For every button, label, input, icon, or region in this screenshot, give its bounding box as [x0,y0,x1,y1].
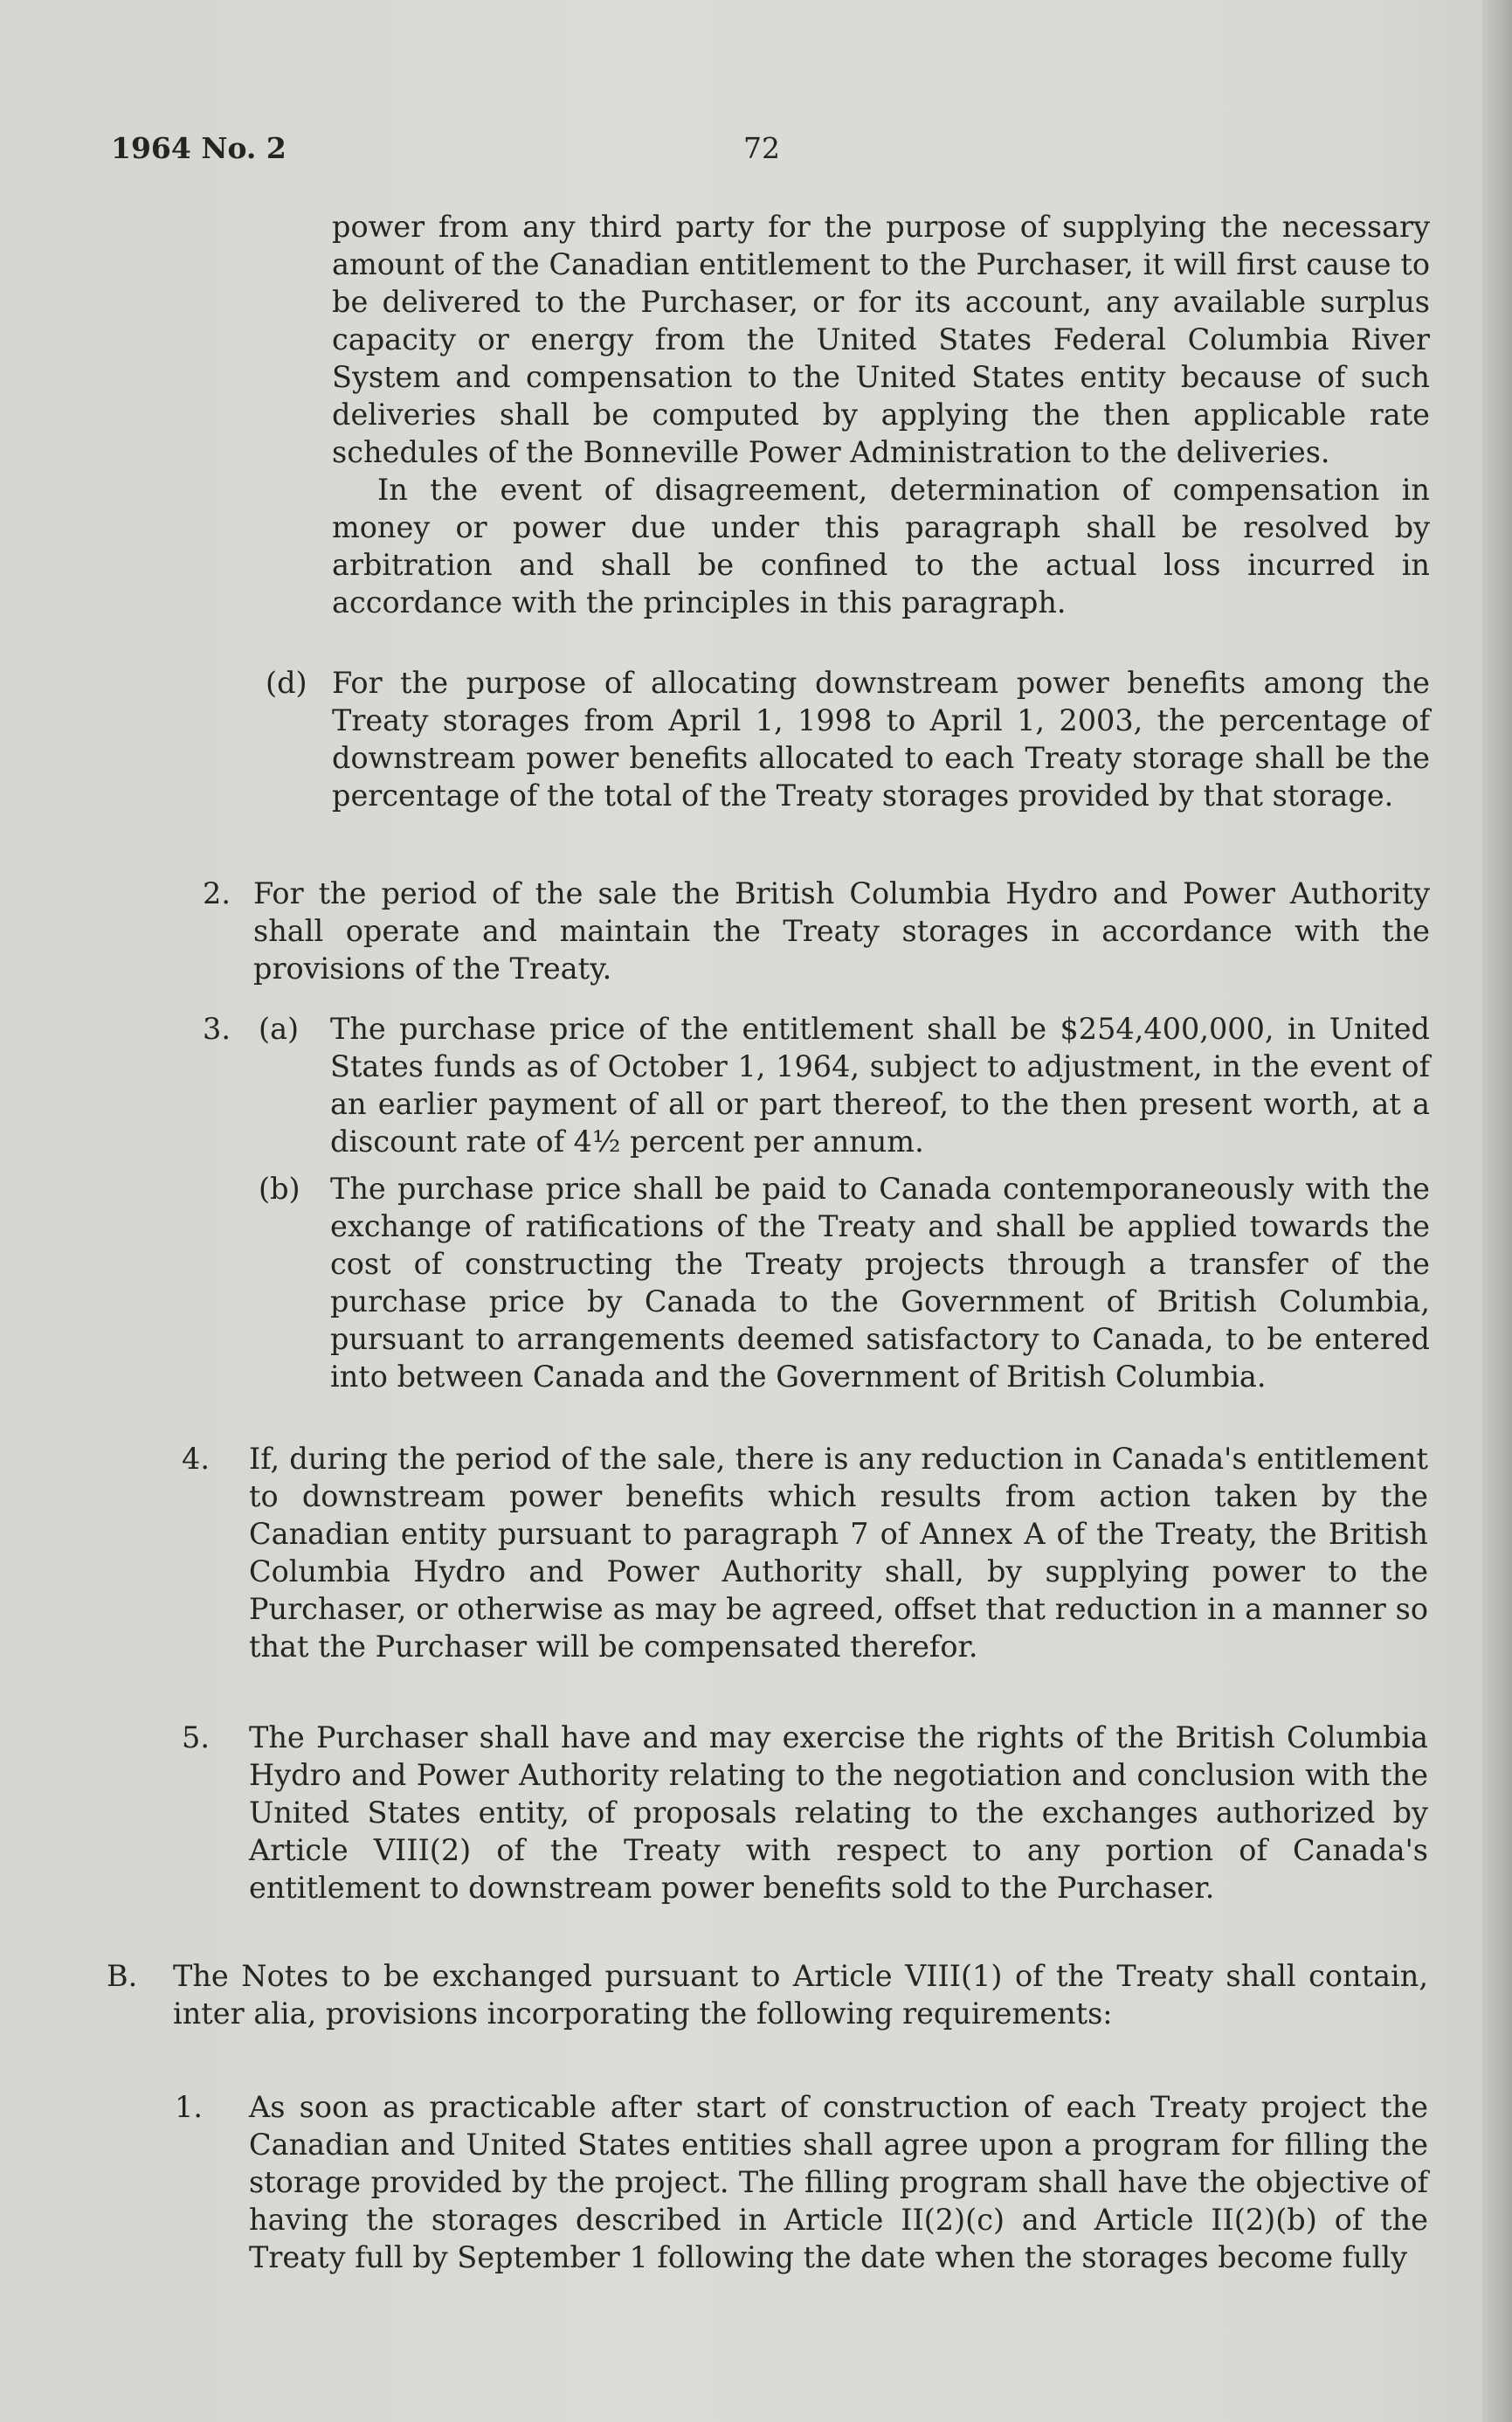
document-reference: 1964 No. 2 [111,131,287,165]
subparagraph-3a-label: (a) [259,1012,300,1046]
paragraph-5-label: 5. [182,1720,210,1754]
section-B [173,1957,1428,2032]
paragraph-5 [249,1719,1428,1906]
subparagraph-3b-text: The purchase price shall be paid to Canada contemporaneously with the exchange of ratifications of the Treaty and shall be applied towards the cost of constructing the Treaty projects through a transfer of the purchase price by Canada to the Government of British Columbia, pursuant to arrangements deemed satisfactory to Canada, to be entered into between Canada and the Government of British Columbia. [330,1172,1430,1394]
subparagraph-3a-text: The purchase price of the entitlement shall be $254,400,000, in United States funds as of October 1, 1964, subject to adjustment, in the event of an earlier payment of all or part thereof, to the then present worth, at a discount rate of 4½ percent per annum. [330,1012,1430,1159]
subparagraph-3a [330,1010,1430,1160]
paragraph-4 [249,1440,1428,1665]
page-edge [1482,0,1512,2422]
section-B-item-1-text: As soon as practicable after start of construction of each Treaty project the Canadian and United States entities shall agree upon a program for filling the storage provided by the project. The filling program shall have the objective of having the storages described in Article II(2)(c) and Article II(2)(b) of the Treaty full by September 1 following the date when the storages become fully [249,2090,1428,2274]
paragraph-2 [253,875,1430,987]
paragraph-c-continuation [332,208,1430,621]
paragraph-4-label: 4. [182,1442,210,1476]
subparagraph-3b [330,1170,1430,1395]
paragraph-5-text: The Purchaser shall have and may exercise the rights of the British Columbia Hydro and Power Authority relating to the negotiation and conclusion with the United States entity, of proposals relating to the exchanges authorized by Article VIII(2) of the Treaty with respect to any portion of Canada's entitlement to downstream power benefits sold to the Purchaser. [249,1720,1428,1905]
subparagraph-d [332,664,1430,814]
section-B-item-1 [249,2088,1428,2276]
subparagraph-d-label: (d) [266,666,307,700]
paragraph-4-text: If, during the period of the sale, there is any reduction in Canada's entitlement to downstream power benefits which results from action taken by the Canadian entity pursuant to paragraph 7 of Annex A of the Treaty, the British Columbia Hydro and Power Authority shall, by supplying power to the Purchaser, or otherwise as may be agreed, offset that reduction in a manner so that the Purchaser will be compensated therefor. [249,1442,1428,1664]
subparagraph-3b-label: (b) [259,1172,300,1206]
subparagraph-d-text: For the purpose of allocating downstream power benefits among the Treaty storages from April 1, 1998 to April 1, 2003, the percentage of downstream power benefits allocated to each Treaty storage shall be the percentage of the total of the Treaty storages provided by that storage. [332,666,1430,813]
paragraph-2-label: 2. [203,876,231,910]
section-B-text: The Notes to be exchanged pursuant to Article VIII(1) of the Treaty shall contain, inter alia, provisions incorporating the following requirements: [173,1959,1428,2031]
page-header [111,131,1421,183]
paragraph-2-text: For the period of the sale the British Columbia Hydro and Power Authority shall operate and maintain the Treaty storages in accordance with the provisions of the Treaty. [253,876,1430,986]
paragraph-c-text: power from any third party for the purpose of supplying the necessary amount of the Canadian entitlement to the Purchaser, it will first cause to be delivered to the Purchaser, or for its account, any available surplus capacity or energy from the United States Federal Columbia River System and compensation to the United States entity because of such deliveries shall be computed by applying the then applicable rate schedules of the Bonneville Power Administration to the deliveries. [332,210,1430,469]
section-B-label: B. [107,1959,138,1993]
paragraph-3-label: 3. [203,1012,231,1046]
page-number: 72 [743,131,780,165]
paragraph-c-disagreement: In the event of disagreement, determination of compensation in money or power due under this paragraph shall be resolved by arbitration and shall be confined to the actual loss incurred in accordance with the principles in this paragraph. [332,473,1430,619]
section-B-item-1-label: 1. [175,2090,203,2124]
